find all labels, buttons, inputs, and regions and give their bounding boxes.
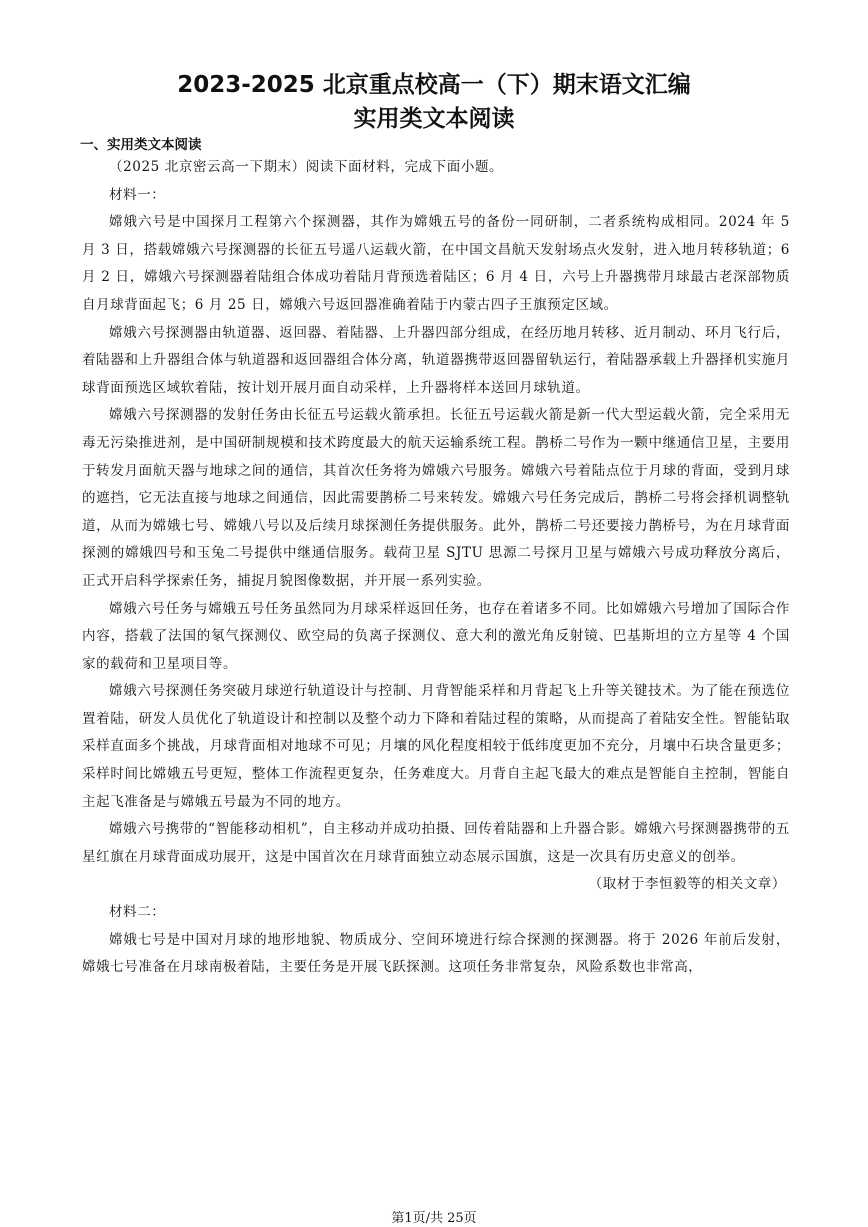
paragraph: 嫦娥六号是中国探月工程第六个探测器，其作为嫦娥五号的备份一同研制，二者系统构成相同。2024 年 5 月 3 日，搭载嫦娥六号探测器的长征五号遥八运载火箭，在中国文昌航天发射场点火发射，进入地月转移轨道；6 月 2 日，嫦娥六号探测器着陆组合体成功着陆月背预选着陆区；6 月 4 日，六号上升器携带月球最古老深部物质自月球背面起飞；6 月 25 日，嫦娥六号返回器准确着陆于内蒙古四子王旗预定区域。 — [82, 214, 790, 313]
source-citation: （取材于李恒毅等的相关文章） — [588, 876, 786, 893]
document-title: 2023-2025 北京重点校高一（下）期末语文汇编 — [177, 72, 691, 98]
paragraph: 嫦娥六号任务与嫦娥五号任务虽然同为月球采样返回任务，也存在着诸多不同。比如嫦娥六号增加了国际合作内容，搭载了法国的氡气探测仪、欧空局的负离子探测仪、意大利的激光角反射镜、巴基斯坦的立方星等 4 个国家的载荷和卫星项目等。 — [82, 600, 790, 672]
paragraph: 嫦娥六号探测器由轨道器、返回器、着陆器、上升器四部分组成，在经历地月转移、近月制动、环月飞行后，着陆器和上升器组合体与轨道器和返回器组合体分离，轨道器携带返回器留轨运行，着陆器承载上升器择机实施月球背面预选区域软着陆，按计划开展月面自动采样，上升器将样本送回月球轨道。 — [82, 324, 790, 396]
page-number: 第1页/共 25页 — [391, 1211, 477, 1226]
paragraph: 嫦娥六号携带的“智能移动相机”，自主移动并成功拍摄、回传着陆器和上升器合影。嫦娥六号探测器携带的五星红旗在月球背面成功展开，这是中国首次在月球背面独立动态展示国旗，这是一次具有历史意义的创举。 — [82, 821, 790, 865]
instruction-text: （2025 北京密云高一下期末）阅读下面材料，完成下面小题。 — [109, 159, 504, 175]
material-one-label: 材料一： — [109, 186, 166, 203]
paragraph: 嫦娥七号是中国对月球的地形地貌、物质成分、空间环境进行综合探测的探测器。将于 2026 年前后发射，嫦娥七号准备在月球南极着陆，主要任务是开展飞跃探测。这项任务非常复杂，风险系数也非常高， — [82, 931, 790, 976]
document-subtitle: 实用类文本阅读 — [353, 106, 515, 132]
material-two-label: 材料二： — [109, 904, 166, 921]
paragraph: 嫦娥六号探测任务突破月球逆行轨道设计与控制、月背智能采样和月背起飞上升等关键技术。为了能在预选位置着陆，研发人员优化了轨道设计和控制以及整个动力下降和着陆过程的策略，从而提高了着陆安全性。智能钻取采样直面多个挑战，月球背面相对地球不可见；月壤的风化程度相较于低纬度更加不充分，月壤中石块含量更多；采样时间比嫦娥五号更短，整体工作流程更复杂，任务难度大。月背自主起飞最大的难点是智能自主控制，智能自主起飞准备是与嫦娥五号最为不同的地方。 — [82, 683, 790, 810]
document-body — [82, 136, 790, 982]
paragraph: 嫦娥六号探测器的发射任务由长征五号运载火箭承担。长征五号运载火箭是新一代大型运载火箭，完全采用无毒无污染推进剂，是中国研制规模和技术跨度最大的航天运输系统工程。鹊桥二号作为一颗中继通信卫星，主要用于转发月面航天器与地球之间的通信，其首次任务将为嫦娥六号服务。嫦娥六号着陆点位于月球的背面，受到月球的遮挡，它无法直接与地球之间通信，因此需要鹊桥二号来转发。嫦娥六号任务完成后，鹊桥二号将会择机调整轨道，从而为嫦娥七号、嫦娥八号以及后续月球探测任务提供服务。此外，鹊桥二号还要接力鹊桥号，为在月球背面探测的嫦娥四号和玉兔二号提供中继通信服务。载荷卫星 SJTU 思源二号探月卫星与嫦娥六号成功释放分离后，正式开启科学探索任务，捕捉月貌图像数据，并开展一系列实验。 — [82, 407, 790, 589]
section-heading: 一、实用类文本阅读 — [80, 137, 202, 153]
